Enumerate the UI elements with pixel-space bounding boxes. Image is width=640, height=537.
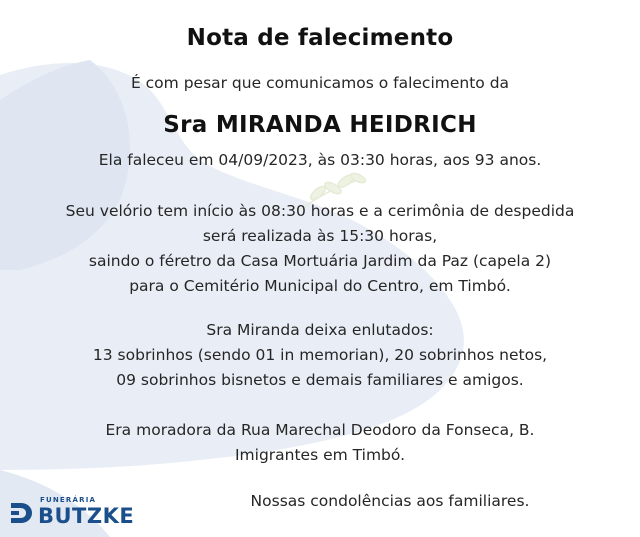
logo-small-text: FUNERÁRIA <box>40 496 97 504</box>
condolences-line: Nossas condolências aos familiares. <box>250 492 530 510</box>
residence-line: Imigrantes em Timbó. <box>234 446 406 464</box>
ceremony-line: para o Cemitério Municipal do Centro, em Timbó. <box>129 277 511 295</box>
family-line: 13 sobrinhos (sendo 01 in memorian), 20 sobrinhos netos, <box>92 346 548 364</box>
death-details: Ela faleceu em 04/09/2023, às 03:30 horas, aos 93 anos. <box>98 151 542 169</box>
funeraria-butzke-logo <box>8 496 138 530</box>
notice-intro: É com pesar que comunicamos o falecimento da <box>130 74 510 92</box>
ceremony-line: saindo o féretro da Casa Mortuária Jardim da Paz (capela 2) <box>88 252 552 270</box>
deceased-name: Sra MIRANDA HEIDRICH <box>163 112 477 138</box>
residence-line: Era moradora da Rua Marechal Deodoro da Fonseca, B. <box>105 421 535 439</box>
family-line: 09 sobrinhos bisnetos e demais familiares e amigos. <box>116 371 524 389</box>
logo-brand-text: BUTZKE <box>38 504 135 528</box>
notice-title: Nota de falecimento <box>186 25 454 51</box>
butzke-logo-icon <box>8 500 34 526</box>
family-line: Sra Miranda deixa enlutados: <box>206 321 434 339</box>
ceremony-line: Seu velório tem início às 08:30 horas e a cerimônia de despedida <box>65 202 575 220</box>
ceremony-line: será realizada às 15:30 horas, <box>202 227 438 245</box>
